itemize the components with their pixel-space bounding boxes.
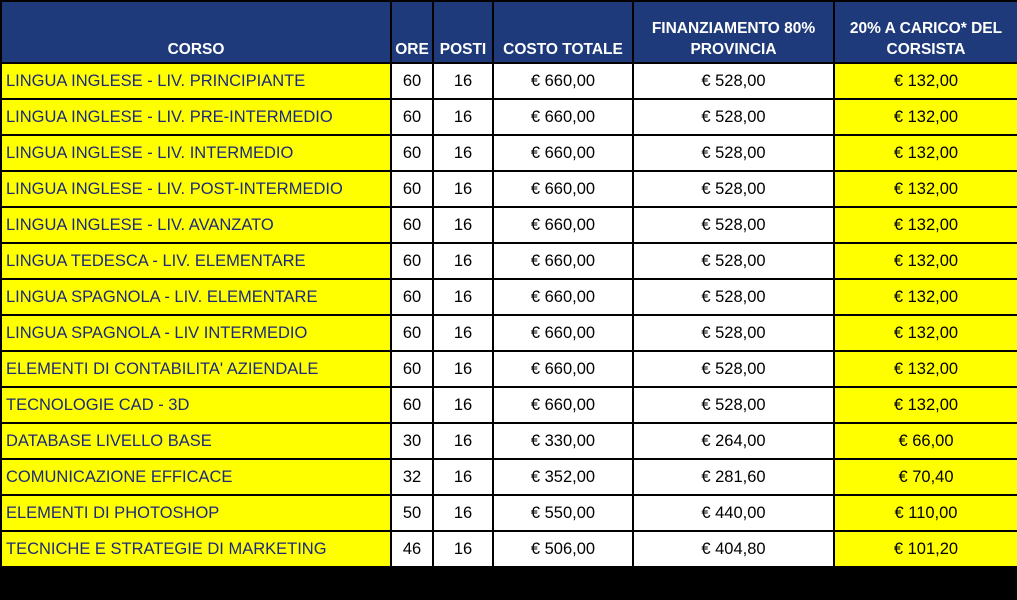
course-name-cell: LINGUA INGLESE - LIV. INTERMEDIO xyxy=(1,135,391,171)
seats-cell: 16 xyxy=(433,423,493,459)
province-funding-cell: € 528,00 xyxy=(633,351,834,387)
total-cost-cell: € 660,00 xyxy=(493,351,633,387)
seats-cell: 16 xyxy=(433,495,493,531)
column-header-finanziamento-line1: FINANZIAMENTO 80% xyxy=(651,20,816,37)
province-funding-cell: € 528,00 xyxy=(633,99,834,135)
participant-share-cell: € 132,00 xyxy=(834,99,1017,135)
table-row xyxy=(1,243,1017,279)
province-funding-cell: € 528,00 xyxy=(633,63,834,99)
participant-share-cell: € 132,00 xyxy=(834,351,1017,387)
table-row xyxy=(1,531,1017,567)
province-funding-cell: € 281,60 xyxy=(633,459,834,495)
province-funding-cell: € 528,00 xyxy=(633,135,834,171)
seats-cell: 16 xyxy=(433,63,493,99)
seats-cell: 16 xyxy=(433,387,493,423)
table-row xyxy=(1,99,1017,135)
table-row xyxy=(1,279,1017,315)
course-name-cell: LINGUA INGLESE - LIV. PRINCIPIANTE xyxy=(1,63,391,99)
participant-share-cell: € 101,20 xyxy=(834,531,1017,567)
course-name-cell: TECNOLOGIE CAD - 3D xyxy=(1,387,391,423)
participant-share-cell: € 66,00 xyxy=(834,423,1017,459)
table-row xyxy=(1,207,1017,243)
hours-cell: 46 xyxy=(391,531,433,567)
seats-cell: 16 xyxy=(433,459,493,495)
total-cost-cell: € 352,00 xyxy=(493,459,633,495)
province-funding-cell: € 528,00 xyxy=(633,243,834,279)
participant-share-cell: € 70,40 xyxy=(834,459,1017,495)
course-name-cell: ELEMENTI DI CONTABILITA' AZIENDALE xyxy=(1,351,391,387)
hours-cell: 60 xyxy=(391,243,433,279)
province-funding-cell: € 528,00 xyxy=(633,207,834,243)
hours-cell: 60 xyxy=(391,315,433,351)
course-name-cell: TECNICHE E STRATEGIE DI MARKETING xyxy=(1,531,391,567)
hours-cell: 50 xyxy=(391,495,433,531)
column-header-posti: POSTI xyxy=(433,1,493,63)
hours-cell: 30 xyxy=(391,423,433,459)
column-header-ore: ORE xyxy=(391,1,433,63)
seats-cell: 16 xyxy=(433,99,493,135)
total-cost-cell: € 660,00 xyxy=(493,99,633,135)
participant-share-cell: € 110,00 xyxy=(834,495,1017,531)
course-name-cell: LINGUA SPAGNOLA - LIV INTERMEDIO xyxy=(1,315,391,351)
total-cost-cell: € 330,00 xyxy=(493,423,633,459)
table-body xyxy=(1,63,1017,567)
total-cost-cell: € 660,00 xyxy=(493,207,633,243)
table-row xyxy=(1,351,1017,387)
table-row xyxy=(1,135,1017,171)
hours-cell: 60 xyxy=(391,351,433,387)
table-row xyxy=(1,63,1017,99)
province-funding-cell: € 528,00 xyxy=(633,279,834,315)
table-row xyxy=(1,423,1017,459)
table-row xyxy=(1,495,1017,531)
seats-cell: 16 xyxy=(433,135,493,171)
column-header-finanziamento xyxy=(633,1,834,63)
participant-share-cell: € 132,00 xyxy=(834,315,1017,351)
hours-cell: 60 xyxy=(391,63,433,99)
total-cost-cell: € 660,00 xyxy=(493,387,633,423)
column-header-carico-line2: CORSISTA xyxy=(886,41,966,58)
course-name-cell: ELEMENTI DI PHOTOSHOP xyxy=(1,495,391,531)
course-name-cell: DATABASE LIVELLO BASE xyxy=(1,423,391,459)
total-cost-cell: € 660,00 xyxy=(493,63,633,99)
course-name-cell: LINGUA TEDESCA - LIV. ELEMENTARE xyxy=(1,243,391,279)
participant-share-cell: € 132,00 xyxy=(834,279,1017,315)
seats-cell: 16 xyxy=(433,243,493,279)
table-row xyxy=(1,171,1017,207)
table-row xyxy=(1,315,1017,351)
column-header-carico-line1: 20% A CARICO* DEL xyxy=(849,20,1003,37)
hours-cell: 60 xyxy=(391,279,433,315)
participant-share-cell: € 132,00 xyxy=(834,135,1017,171)
hours-cell: 60 xyxy=(391,135,433,171)
course-name-cell: LINGUA INGLESE - LIV. PRE-INTERMEDIO xyxy=(1,99,391,135)
total-cost-cell: € 660,00 xyxy=(493,279,633,315)
participant-share-cell: € 132,00 xyxy=(834,207,1017,243)
hours-cell: 60 xyxy=(391,207,433,243)
hours-cell: 60 xyxy=(391,387,433,423)
participant-share-cell: € 132,00 xyxy=(834,243,1017,279)
seats-cell: 16 xyxy=(433,171,493,207)
total-cost-cell: € 506,00 xyxy=(493,531,633,567)
course-name-cell: COMUNICAZIONE EFFICACE xyxy=(1,459,391,495)
column-header-corso: CORSO xyxy=(1,1,391,63)
seats-cell: 16 xyxy=(433,279,493,315)
course-name-cell: LINGUA INGLESE - LIV. POST-INTERMEDIO xyxy=(1,171,391,207)
seats-cell: 16 xyxy=(433,531,493,567)
province-funding-cell: € 440,00 xyxy=(633,495,834,531)
participant-share-cell: € 132,00 xyxy=(834,171,1017,207)
province-funding-cell: € 264,00 xyxy=(633,423,834,459)
table-header-row xyxy=(1,1,1017,63)
column-header-finanziamento-line2: PROVINCIA xyxy=(690,41,777,58)
seats-cell: 16 xyxy=(433,207,493,243)
table-row xyxy=(1,459,1017,495)
participant-share-cell: € 132,00 xyxy=(834,387,1017,423)
total-cost-cell: € 660,00 xyxy=(493,243,633,279)
participant-share-cell: € 132,00 xyxy=(834,63,1017,99)
total-cost-cell: € 660,00 xyxy=(493,135,633,171)
seats-cell: 16 xyxy=(433,315,493,351)
hours-cell: 60 xyxy=(391,171,433,207)
province-funding-cell: € 528,00 xyxy=(633,315,834,351)
province-funding-cell: € 404,80 xyxy=(633,531,834,567)
column-header-carico xyxy=(834,1,1017,63)
total-cost-cell: € 550,00 xyxy=(493,495,633,531)
hours-cell: 60 xyxy=(391,99,433,135)
column-header-costo-totale: COSTO TOTALE xyxy=(493,1,633,63)
hours-cell: 32 xyxy=(391,459,433,495)
course-name-cell: LINGUA INGLESE - LIV. AVANZATO xyxy=(1,207,391,243)
table-row xyxy=(1,387,1017,423)
total-cost-cell: € 660,00 xyxy=(493,171,633,207)
total-cost-cell: € 660,00 xyxy=(493,315,633,351)
seats-cell: 16 xyxy=(433,351,493,387)
province-funding-cell: € 528,00 xyxy=(633,387,834,423)
province-funding-cell: € 528,00 xyxy=(633,171,834,207)
course-name-cell: LINGUA SPAGNOLA - LIV. ELEMENTARE xyxy=(1,279,391,315)
